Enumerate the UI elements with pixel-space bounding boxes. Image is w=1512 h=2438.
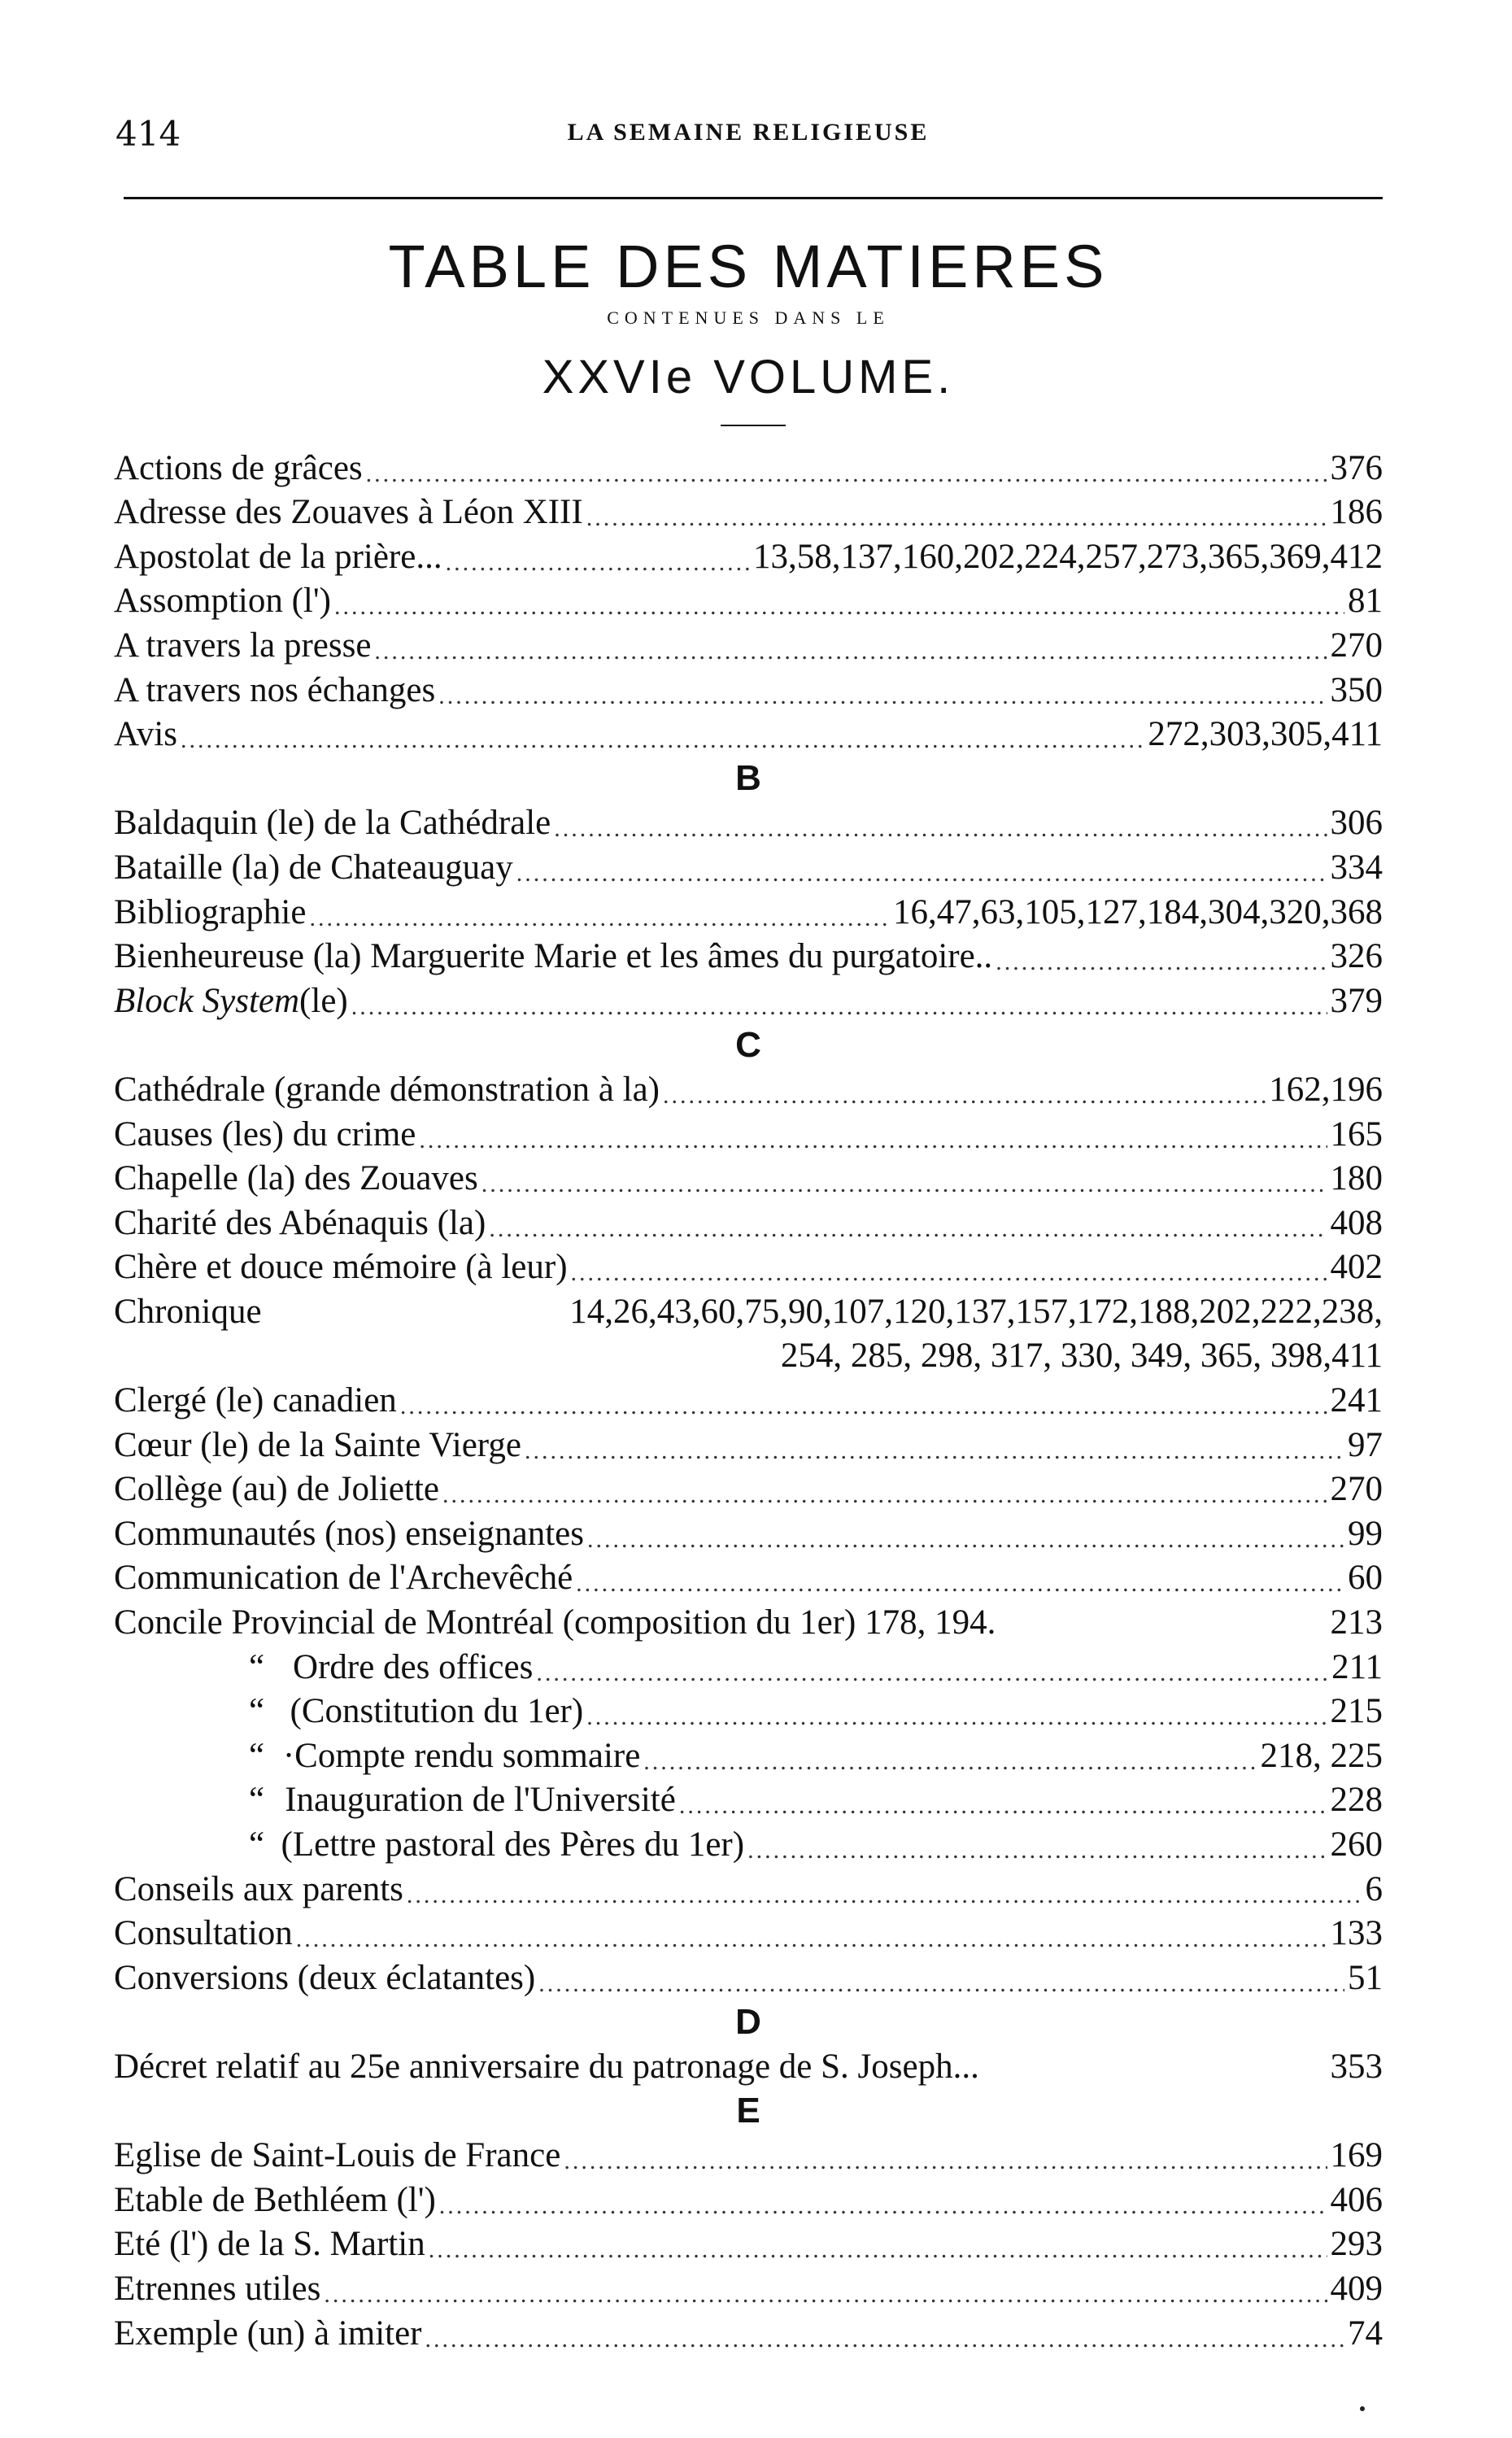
entry-pages: 376 (1330, 448, 1383, 487)
dot-leader (679, 1790, 1327, 1822)
index-entry (114, 2311, 1383, 2356)
index-entry (114, 979, 1383, 1023)
dot-leader (439, 2190, 1327, 2222)
entry-label: Communication de l'Archevêché (114, 1559, 573, 1598)
entry-label: Charité des Abénaquis (la) (114, 1203, 486, 1242)
index-entry (114, 1468, 1383, 1512)
index-entry (114, 1956, 1383, 2000)
dot-leader (587, 1524, 1344, 1556)
dot-leader (996, 946, 1327, 979)
dot-leader (643, 1746, 1257, 1778)
entry-pages: 14,26,43,60,75,90,107,120,137,157,172,188,202,222,238, (569, 1292, 1383, 1331)
entry-label: Eglise de Saint-Louis de France (114, 2136, 561, 2175)
page-mark (1360, 2406, 1365, 2411)
dot-leader (181, 724, 1144, 757)
entry-pages: 241 (1330, 1381, 1383, 1420)
entry-label-suffix: (le) (299, 981, 348, 1020)
index-entry (114, 1734, 1383, 1778)
dot-leader (446, 547, 750, 579)
index-entry (114, 1245, 1383, 1290)
entry-pages: 402 (1330, 1248, 1383, 1287)
index-entry (114, 1157, 1383, 1202)
entry-label: Avis (114, 715, 178, 754)
entry-pages: 51 (1348, 1958, 1383, 1997)
header-rule (124, 197, 1383, 199)
entry-pages: 99 (1348, 1514, 1383, 1553)
entry-label: Conseils aux parents (114, 1869, 403, 1908)
entry-pages: 60 (1348, 1559, 1383, 1598)
entry-pages: 186 (1330, 493, 1383, 532)
entry-label: Bienheureuse (la) Marguerite Marie et les âmes du purgatoire.. (114, 937, 993, 976)
dot-leader (374, 635, 1327, 668)
dot-leader (425, 2323, 1345, 2356)
running-title: LA SEMAINE RELIGIEUSE (567, 119, 930, 146)
dot-leader (554, 813, 1327, 845)
dot-leader (747, 1834, 1327, 1867)
index-entry (114, 1912, 1383, 1956)
entry-label: Actions de grâces (114, 448, 363, 487)
entry-pages: 272,303,305,411 (1148, 715, 1383, 754)
entry-pages: 254, 285, 298, 317, 330, 349, 365, 398,411 (780, 1337, 1383, 1376)
index-entry (114, 845, 1383, 890)
section-letter: D (735, 2001, 761, 2042)
entry-label: Chère et douce mémoire (à leur) (114, 1248, 568, 1287)
index-entries (114, 446, 1383, 2356)
entry-label: Bataille (la) de Chateauguay (114, 848, 513, 887)
entry-pages: 218, 225 (1260, 1736, 1383, 1775)
ditto-mark: “ (249, 1692, 265, 1731)
entry-pages: 334 (1330, 848, 1383, 887)
entry-label: Ordre des offices (293, 1647, 534, 1686)
entry-label: Clergé (le) canadien (114, 1381, 397, 1420)
dot-leader (489, 1213, 1327, 1245)
entry-pages: 133 (1330, 1914, 1383, 1953)
entry-pages: 408 (1330, 1203, 1383, 1242)
index-entry (114, 890, 1383, 935)
entry-label: ·Compte rendu sommaire (282, 1736, 641, 1775)
entry-label: (Constitution du 1er) (290, 1692, 584, 1731)
index-entry (114, 1423, 1383, 1468)
entry-label: Etable de Bethléem (l') (114, 2180, 436, 2219)
volume-heading: XXVIe VOLUME. (542, 351, 955, 403)
index-entry (114, 935, 1383, 979)
entry-label: Apostolat de la prière... (114, 537, 442, 576)
ditto-mark: “ (249, 1647, 265, 1686)
dot-leader (538, 1968, 1344, 2000)
dot-leader (571, 1257, 1327, 1289)
entry-pages: 270 (1330, 626, 1383, 665)
entry-label: Etrennes utiles (114, 2269, 321, 2308)
entry-pages: 409 (1330, 2269, 1383, 2308)
entry-label: Décret relatif au 25e anniversaire du patronage de S. Joseph... (114, 2047, 979, 2086)
entry-label: A travers nos échanges (114, 670, 436, 709)
entry-pages: 406 (1330, 2180, 1383, 2219)
dot-leader (576, 1568, 1344, 1600)
entry-pages: 293 (1330, 2225, 1383, 2264)
entry-label: Bibliographie (114, 892, 307, 931)
dot-leader (536, 1657, 1328, 1690)
dot-leader (400, 1390, 1327, 1423)
index-entry (114, 1378, 1383, 1423)
entry-pages: 16,47,63,105,127,184,304,320,368 (893, 892, 1383, 931)
dot-leader (419, 1124, 1327, 1157)
entry-pages: 81 (1348, 582, 1383, 621)
entry-label: Chronique (114, 1292, 262, 1331)
index-entry (114, 1600, 1383, 1645)
dot-leader (438, 680, 1327, 713)
entry-continuation (114, 1334, 1383, 1379)
entry-pages: 228 (1330, 1781, 1383, 1820)
ditto-mark: “ (249, 1736, 265, 1775)
index-entry (114, 1822, 1383, 1867)
entry-pages: 169 (1330, 2136, 1383, 2175)
entry-pages: 97 (1348, 1425, 1383, 1464)
entry-pages: 165 (1330, 1114, 1383, 1154)
section-letter: C (735, 1024, 761, 1065)
dot-leader (309, 902, 890, 935)
index-entry (114, 623, 1383, 668)
entry-label: Assomption (l') (114, 582, 331, 621)
entry-label: Concile Provincial de Montréal (composition du 1er) 178, 194. (114, 1603, 996, 1642)
dot-leader (429, 2234, 1327, 2266)
entry-pages: 13,58,137,160,202,224,257,273,365,369,412 (753, 537, 1383, 576)
section-letter: E (736, 2090, 760, 2131)
entry-label: Cathédrale (grande démonstration à la) (114, 1070, 660, 1109)
entry-pages: 260 (1330, 1825, 1383, 1864)
dot-leader (586, 1701, 1327, 1734)
dot-leader (296, 1923, 1327, 1956)
index-entry (114, 2044, 1383, 2089)
dot-leader (564, 2145, 1327, 2178)
title-rule (721, 425, 786, 426)
index-entry (114, 1556, 1383, 1601)
index-entry (114, 1067, 1383, 1112)
index-entry (114, 2134, 1383, 2178)
index-entry (114, 2266, 1383, 2311)
entry-label: Causes (les) du crime (114, 1114, 416, 1154)
index-entry (114, 2178, 1383, 2222)
index-entry (114, 446, 1383, 491)
index-entry (114, 1645, 1383, 1690)
index-entry (114, 1511, 1383, 1556)
entry-pages: 326 (1330, 937, 1383, 976)
dot-leader (407, 1879, 1362, 1912)
entry-pages: 180 (1330, 1159, 1383, 1198)
index-entry (114, 1867, 1383, 1912)
entry-pages: 379 (1330, 981, 1383, 1020)
entry-pages: 215 (1330, 1692, 1383, 1731)
index-entry (114, 2222, 1383, 2267)
entry-pages: 350 (1330, 670, 1383, 709)
entry-label: Conversions (deux éclatantes) (114, 1958, 536, 1997)
dot-leader (516, 857, 1327, 890)
index-entry (114, 1690, 1383, 1734)
index-entry (114, 491, 1383, 535)
dot-leader (351, 991, 1327, 1023)
page-number: 414 (115, 114, 181, 154)
page-title: TABLE DES MATIERES (388, 233, 1109, 300)
section-letter: B (735, 758, 761, 799)
entry-pages: 353 (1330, 2047, 1383, 2086)
index-entry (114, 1112, 1383, 1157)
running-header (114, 114, 1383, 163)
dot-leader (525, 1435, 1344, 1468)
entry-pages: 306 (1330, 804, 1383, 843)
ditto-mark: “ (249, 1781, 265, 1820)
index-entry (114, 801, 1383, 846)
entry-label: Inauguration de l'Université (285, 1781, 676, 1820)
entry-label: Eté (l') de la S. Martin (114, 2225, 425, 2264)
index-entry (114, 1778, 1383, 1823)
entry-label: Communautés (nos) enseignantes (114, 1514, 585, 1553)
dot-leader (586, 502, 1327, 534)
dot-leader (334, 591, 1344, 623)
entry-pages: 74 (1348, 2314, 1383, 2353)
entry-label: (Lettre pastoral des Pères du 1er) (281, 1825, 745, 1864)
entry-pages: 213 (1330, 1603, 1383, 1642)
index-entry (114, 534, 1383, 579)
dot-leader (663, 1079, 1266, 1112)
index-entry (114, 713, 1383, 757)
entry-pages: 162,196 (1269, 1070, 1383, 1109)
index-entry (114, 579, 1383, 624)
entry-pages: 270 (1330, 1470, 1383, 1509)
entry-label: Cœur (le) de la Sainte Vierge (114, 1425, 521, 1464)
dot-leader (481, 1168, 1327, 1201)
entry-label: Collège (au) de Joliette (114, 1470, 439, 1509)
index-entry (114, 1201, 1383, 1245)
index-entry (114, 668, 1383, 713)
entry-pages: 6 (1365, 1869, 1383, 1908)
entry-label: Baldaquin (le) de la Cathédrale (114, 804, 551, 843)
entry-label: Block System (114, 981, 300, 1020)
index-entry (114, 1289, 1383, 1334)
dot-leader (324, 2279, 1327, 2311)
entry-label: Chapelle (la) des Zouaves (114, 1159, 478, 1198)
entry-label: Adresse des Zouaves à Léon XIII (114, 493, 583, 532)
entry-label: A travers la presse (114, 626, 372, 665)
page-subtitle: CONTENUES DANS LE (607, 307, 890, 328)
dot-leader (366, 458, 1327, 491)
entry-label: Consultation (114, 1914, 293, 1953)
entry-label: Exemple (un) à imiter (114, 2314, 422, 2353)
dot-leader (442, 1479, 1327, 1511)
entry-pages: 211 (1331, 1647, 1383, 1686)
ditto-mark: “ (249, 1825, 265, 1864)
